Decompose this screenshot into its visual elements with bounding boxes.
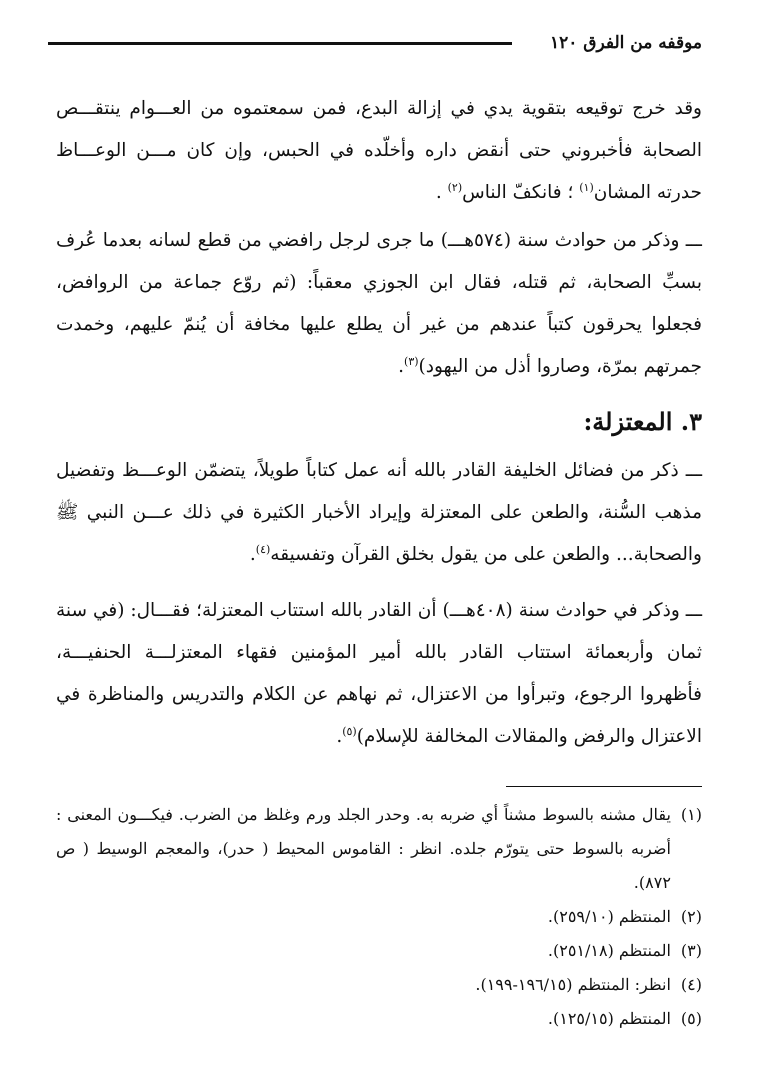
main-text (56, 88, 702, 772)
section-heading: ٣. المعتزلة: (583, 407, 702, 436)
paragraph-text: . (336, 726, 343, 747)
paragraph-text: وقد خرج توقيعه بتقوية يدي في إزالة البدع، فمن سمعتموه من العـــوام ينتقـــص الصحابة فأخبروني حتى أنقض داره وأخلّده في الحبس، وإن كان مـــن الوعـــاظ حدرته المشان (56, 98, 702, 203)
footnote-number: (٣) (680, 941, 702, 960)
paragraph (56, 450, 702, 576)
paragraph (56, 88, 702, 214)
footnote-item (56, 798, 702, 900)
footnote-number: (٥) (680, 1009, 702, 1028)
footnote-item (56, 934, 702, 968)
paragraph (56, 220, 702, 388)
footnote-ref[interactable]: (٥) (342, 724, 357, 738)
footnote-item (56, 900, 702, 934)
footnote-ref[interactable]: (٢) (447, 180, 463, 194)
footnote-text: المنتظم (١٢٥/١٥). (547, 1009, 671, 1028)
paragraph-text: ؛ فانكفّ الناس (462, 182, 580, 203)
paragraph (56, 590, 702, 758)
footnote-number: (٢) (680, 907, 702, 926)
footnote-text: انظر: المنتظم (١٩٦/١٥-١٩٩). (475, 975, 671, 994)
running-header (48, 30, 702, 56)
footnote-text: يقال مشنه بالسوط مشناً أي ضربه به. وحدر الجلد ورم وغلظ من الضرب. فيكـــون المعنى : أضربه بالسوط حتى يتورّم جلده. انظر : القاموس المحيط ( حدر)، والمعجم الوسيط ( ص ٨٧٢). (56, 805, 671, 892)
page-header-title: موقفه من الفرق ١٢٠ (549, 33, 702, 53)
paragraph-text: . (249, 544, 256, 565)
footnote-separator (506, 786, 702, 787)
paragraph-text: ـــ وذكر في حوادث سنة (٤٠٨هـــ) أن القادر بالله استتاب المعتزلة؛ فقـــال: (في سنة ثمان وأربعمائة استتاب القادر بالله أمير المؤمنين فقهاء المعتزلـــة الحنفيـــة، فأظهروا الرجوع، وتبرأوا من الاعتزال، ثم نهاهم عن الكلام والتدريس والمناظرة في الاعتزال والرفض والمقالات المخالفة للإسلام) (56, 600, 702, 747)
footnote-number: (٤) (680, 975, 702, 994)
header-rule (48, 42, 512, 45)
footnote-number: (١) (680, 805, 702, 824)
paragraph-text: ـــ ذكر من فضائل الخليفة القادر بالله أنه عمل كتاباً طويلاً، يتضمّن الوعـــظ وتفضيل مذهب السُّنة، والطعن على المعتزلة وإيراد الأخبار الكثيرة في ذلك عـــن النبي ﷺ والصحابة... والطعن على من يقول بخلق القرآن وتفسيقه (56, 460, 702, 565)
paragraph-text: . (435, 182, 448, 203)
footnote-text: المنتظم (٢٥٩/١٠). (547, 907, 671, 926)
footnotes (56, 798, 702, 1036)
footnote-text: المنتظم (٢٥١/١٨). (547, 941, 671, 960)
footnote-item (56, 968, 702, 1002)
footnote-ref[interactable]: (٤) (255, 542, 271, 556)
paragraph-text: . (398, 356, 405, 377)
footnote-ref[interactable]: (١) (579, 180, 594, 194)
paragraph-text: ـــ وذكر من حوادث سنة (٥٧٤هـــ) ما جرى لرجل رافضي من قطع لسانه بعدما عُرف بسبِّ الصحابة، ثم قتله، فقال ابن الجوزي معقباً: (ثم روّع جماعة من الروافض، فجعلوا يحرقون كتباً عندهم من غير أن يطلع عليها مخافة أن يُنمّ عليهم، وخمدت جمرتهم بمرّة، وصاروا أذل من اليهود) (56, 230, 702, 377)
footnote-ref[interactable]: (٣) (404, 354, 419, 368)
footnote-item (56, 1002, 702, 1036)
